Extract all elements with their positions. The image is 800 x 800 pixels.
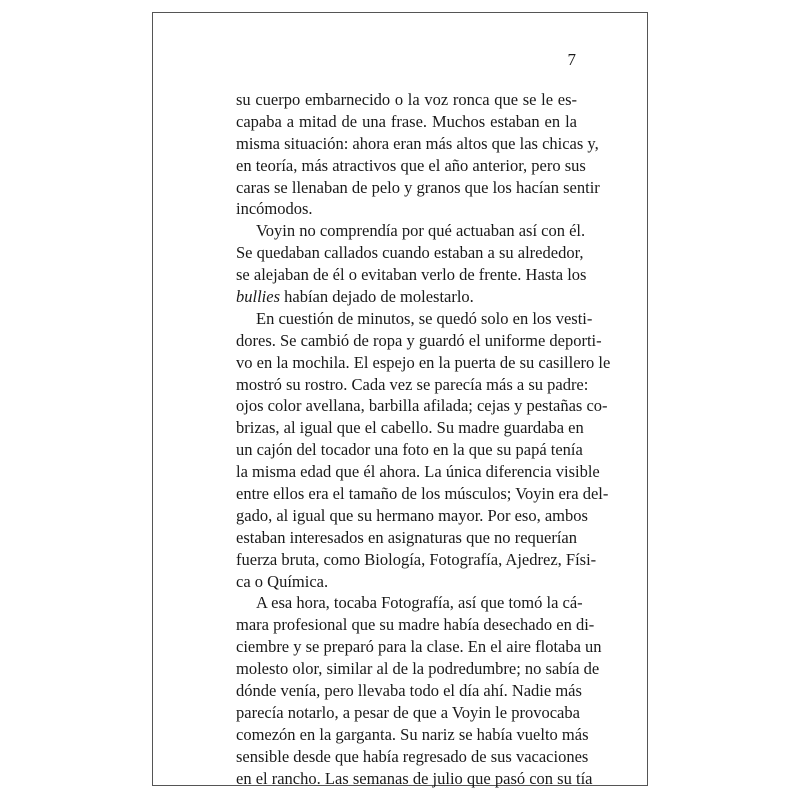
text-line: Voyin no comprendía por qué actuaban así con él. bbox=[256, 221, 586, 241]
text-line: capaba a mitad de una frase. Muchos estaban en la bbox=[236, 111, 577, 131]
text-line: parecía notarlo, a pesar de que a Voyin le provocaba bbox=[236, 702, 580, 722]
text-line: caras se llenaban de pelo y granos que los hacían sentir bbox=[236, 177, 600, 197]
text-line: mostró su rostro. Cada vez se parecía más a su padre: bbox=[236, 374, 589, 394]
text-line: en teoría, más atractivos que el año anterior, pero sus bbox=[236, 155, 586, 175]
text-line: ca o Química. bbox=[236, 571, 329, 591]
text-line: molesto olor, similar al de la podredumbre; no sabía de bbox=[236, 659, 600, 679]
text-line: En cuestión de minutos, se quedó solo en los vesti- bbox=[256, 308, 593, 328]
text-line: mara profesional que su madre había desechado en di- bbox=[236, 615, 595, 635]
text-line: dores. Se cambió de ropa y guardó el uniforme deporti- bbox=[236, 330, 602, 350]
text-line: vo en la mochila. El espejo en la puerta de su casillero le bbox=[236, 352, 611, 372]
text-line: dónde venía, pero llevaba todo el día ahí. Nadie más bbox=[236, 681, 582, 701]
text-line: en el rancho. Las semanas de julio que pasó con su tía bbox=[236, 768, 593, 788]
text-line: gado, al igual que su hermano mayor. Por eso, ambos bbox=[236, 505, 588, 525]
text-line: misma situación: ahora eran más altos que las chicas y, bbox=[236, 133, 599, 153]
text-line: la misma edad que él ahora. La única diferencia visible bbox=[236, 462, 600, 482]
text-line: estaban interesados en asignaturas que no requerían bbox=[236, 527, 577, 547]
text-line: se alejaban de él o evitaban verlo de frente. Hasta los bbox=[236, 265, 587, 285]
text-line: comezón en la garganta. Su nariz se había vuelto más bbox=[236, 724, 589, 744]
text-line bbox=[236, 286, 577, 308]
text-line: brizas, al igual que el cabello. Su madre guardaba en bbox=[236, 418, 584, 438]
line-text: habían dejado de molestarlo. bbox=[280, 287, 474, 307]
text-line: ojos color avellana, barbilla afilada; cejas y pestañas co- bbox=[236, 396, 608, 416]
text-line: su cuerpo embarnecido o la voz ronca que se le es- bbox=[236, 90, 577, 109]
body-text bbox=[236, 89, 611, 790]
text-line: Se quedaban callados cuando estaban a su alrededor, bbox=[236, 243, 584, 263]
text-line: ciembre y se preparó para la clase. En el aire flotaba un bbox=[236, 637, 602, 657]
book-page bbox=[152, 12, 648, 786]
text-line: A esa hora, tocaba Fotografía, así que tomó la cá- bbox=[256, 593, 583, 613]
text-line: fuerza bruta, como Biología, Fotografía, Ajedrez, Físi- bbox=[236, 549, 597, 569]
italic-word: bullies bbox=[236, 287, 280, 307]
page-number: 7 bbox=[567, 50, 576, 69]
text-line: un cajón del tocador una foto en la que su papá tenía bbox=[236, 440, 583, 460]
text-line: sensible desde que había regresado de sus vacaciones bbox=[236, 746, 589, 766]
text-line: incómodos. bbox=[236, 199, 313, 219]
text-line: entre ellos era el tamaño de los músculos; Voyin era del- bbox=[236, 484, 609, 504]
